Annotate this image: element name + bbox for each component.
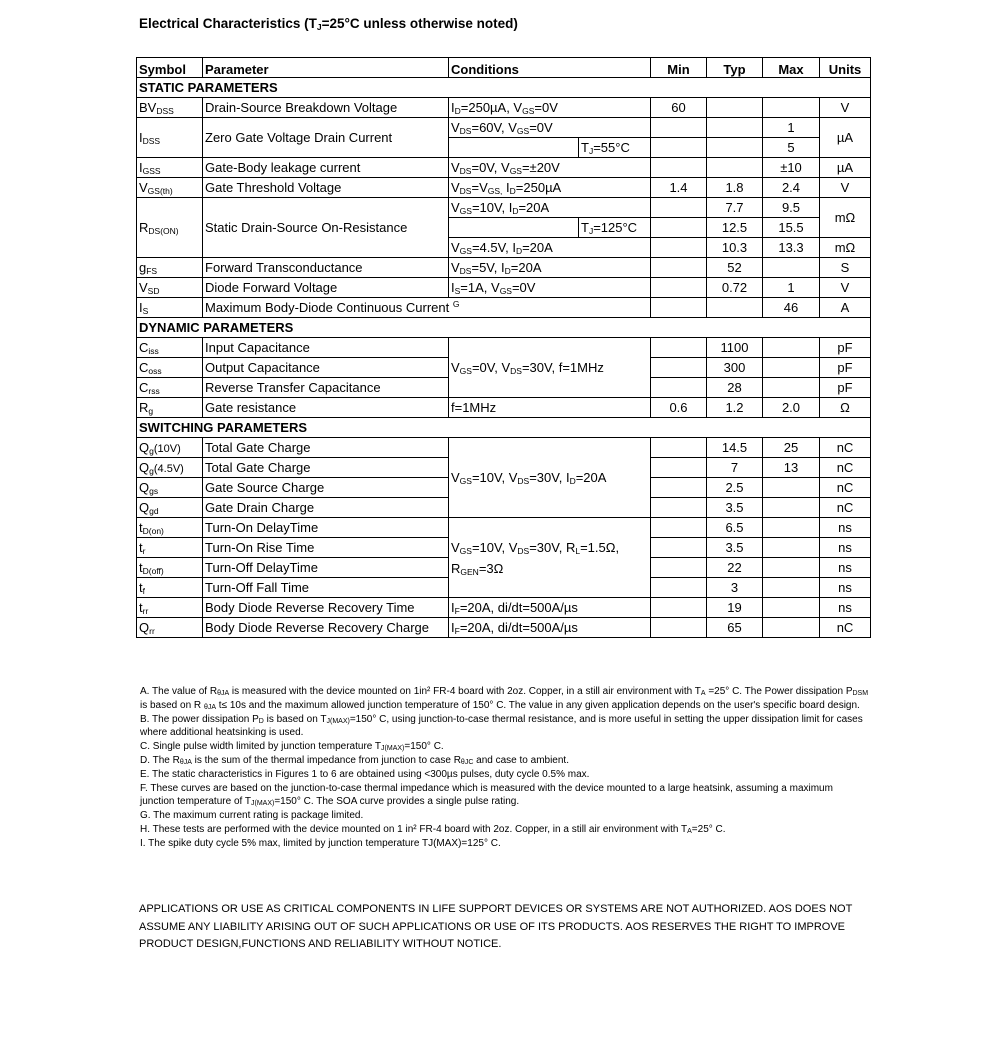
conditions-cell: $V_{GS}=0V$, $V_{DS}=30V$, f=1MHz [449,338,651,398]
conditions-spacer [449,138,579,158]
parameter-cell: Maximum Body-Diode Continuous Current $^G$ [203,298,651,318]
conditions-cell: $V_{DS}=60V$, $V_{GS}=0V$ [449,118,651,138]
min-cell [651,238,707,258]
units-cell: V [820,278,871,298]
min-cell [651,158,707,178]
typ-cell: 14.5 [707,438,763,458]
header-typ: Typ [707,58,763,78]
parameter-cell: Turn-On Rise Time [203,538,449,558]
disclaimer-line: APPLICATIONS OR USE AS CRITICAL COMPONENTS IN LIFE SUPPORT DEVICES OR SYSTEMS ARE NOT AUTHORIZED. AOS DOES NOT [139,903,853,915]
units-cell: ns [820,578,871,598]
conditions-spacer [449,218,579,238]
units-cell: mΩ [820,198,871,238]
table-row [137,178,871,198]
page-title: Electrical Characteristics ($T_J=25^\circ C$ unless otherwise noted) [139,16,518,32]
header-units: Units [820,58,871,78]
units-cell: ns [820,558,871,578]
parameter-cell: Reverse Transfer Capacitance [203,378,449,398]
units-cell: V [820,98,871,118]
conditions-cell: $V_{GS}=4.5V$, $I_D=20A$ [449,238,651,258]
max-cell [763,478,820,498]
footnote: C. Single pulse width limited by junction temperature $T_{J(MAX)}=150^\circ$ C. [140,741,444,753]
min-cell [651,378,707,398]
units-cell: nC [820,438,871,458]
parameter-cell: Gate resistance [203,398,449,418]
typ-cell: 2.5 [707,478,763,498]
typ-cell: 0.72 [707,278,763,298]
symbol-cell: $I_{GSS}$ [137,158,203,178]
parameter-cell: Total Gate Charge [203,458,449,478]
symbol-cell: $V_{GS(th)}$ [137,178,203,198]
min-cell [651,558,707,578]
footnote: H. These tests are performed with the device mounted on 1 in² FR-4 board with 2oz. Copper, in a still air environment with $T_A=25^\circ$ C. [140,823,726,835]
max-cell: 13.3 [763,238,820,258]
footnote: A. The value of $R_{\theta JA}$ is measured with the device mounted on 1in² FR-4 board with 2oz. Copper, in a still air environment with $T_A =25^\circ$ C. The Power dissipation $P_{DSM}$ is based on R $_{\theta JA}$ t≤ 10s and the maximum allowed junction temperature of 150° C. The value in any given application depends on the user's specific board design. [140,686,869,711]
max-cell [763,498,820,518]
max-cell: 9.5 [763,198,820,218]
electrical-characteristics-table [136,57,871,638]
symbol-cell: $C_{oss}$ [137,358,203,378]
symbol-cell: $t_f$ [137,578,203,598]
symbol-cell: $t_r$ [137,538,203,558]
max-cell [763,518,820,538]
typ-cell: 65 [707,618,763,638]
max-cell: 25 [763,438,820,458]
symbol-cell: $g_{FS}$ [137,258,203,278]
typ-cell: 300 [707,358,763,378]
units-cell: mΩ [820,238,871,258]
table-row [137,258,871,278]
conditions-cell: $I_D=250\mu A$, $V_{GS}=0V$ [449,98,651,118]
header-conditions: Conditions [449,58,651,78]
footnote: D. The $R_{\theta JA}$ is the sum of the thermal impedance from junction to case $R_{\theta JC}$ and case to ambient. [140,754,569,766]
typ-cell: 52 [707,258,763,278]
symbol-cell: $t_{D(off)}$ [137,558,203,578]
symbol-cell: $t_{D(on)}$ [137,518,203,538]
min-cell [651,298,707,318]
typ-cell [707,138,763,158]
symbol-cell: $V_{SD}$ [137,278,203,298]
conditions-cell: $V_{GS}=10V$, $V_{DS}=30V$, $I_D=20A$ [449,438,651,518]
typ-cell: 6.5 [707,518,763,538]
conditions-cell: $I_F=20A$, di/dt=500A/µs [449,618,651,638]
parameter-cell: Body Diode Reverse Recovery Charge [203,618,449,638]
section-dynamic: DYNAMIC PARAMETERS [137,318,871,338]
max-cell: 2.0 [763,398,820,418]
units-cell: pF [820,338,871,358]
typ-cell: 10.3 [707,238,763,258]
max-cell [763,258,820,278]
typ-cell: 28 [707,378,763,398]
parameter-cell: Gate Drain Charge [203,498,449,518]
max-cell [763,538,820,558]
parameter-cell: Turn-Off Fall Time [203,578,449,598]
units-cell: pF [820,378,871,398]
parameter-cell: Input Capacitance [203,338,449,358]
typ-cell: 1.2 [707,398,763,418]
typ-cell [707,98,763,118]
conditions-cell: $T_J=55^\circ C$ [579,138,651,158]
typ-cell: 3.5 [707,538,763,558]
footnote: B. The power dissipation $P_D$ is based on $T_{J(MAX)}=150^\circ$ C, using junction-to-case thermal resistance, and is more useful in setting the upper dissipation limit for cases where additional heatsinking is used. [140,713,863,739]
conditions-cell: $V_{GS}=10V$, $I_D=20A$ [449,198,651,218]
min-cell [651,538,707,558]
parameter-cell: Turn-On DelayTime [203,518,449,538]
units-cell: V [820,178,871,198]
max-cell: 5 [763,138,820,158]
parameter-cell: Static Drain-Source On-Resistance [203,198,449,258]
symbol-cell: $Q_{rr}$ [137,618,203,638]
min-cell [651,498,707,518]
symbol-cell: $BV_{DSS}$ [137,98,203,118]
typ-cell: 7 [707,458,763,478]
max-cell [763,558,820,578]
units-cell: nC [820,498,871,518]
units-cell: nC [820,458,871,478]
symbol-cell: $C_{rss}$ [137,378,203,398]
min-cell [651,358,707,378]
min-cell [651,458,707,478]
units-cell: Ω [820,398,871,418]
min-cell [651,218,707,238]
typ-cell: 1.8 [707,178,763,198]
min-cell: 1.4 [651,178,707,198]
parameter-cell: Output Capacitance [203,358,449,378]
footnotes [140,685,870,851]
units-cell: pF [820,358,871,378]
symbol-cell: $C_{iss}$ [137,338,203,358]
typ-cell [707,158,763,178]
units-cell: nC [820,478,871,498]
conditions-cell: $V_{DS}=5V$, $I_D=20A$ [449,258,651,278]
min-cell [651,258,707,278]
parameter-cell: Total Gate Charge [203,438,449,458]
min-cell: 0.6 [651,398,707,418]
disclaimer-line: PRODUCT DESIGN,FUNCTIONS AND RELIABILITY WITHOUT NOTICE. [139,938,502,951]
max-cell: 46 [763,298,820,318]
symbol-cell: $Q_{gs}$ [137,478,203,498]
units-cell: S [820,258,871,278]
max-cell [763,98,820,118]
table-row [137,398,871,418]
table-row [137,278,871,298]
units-cell: ns [820,518,871,538]
typ-cell: 22 [707,558,763,578]
min-cell [651,438,707,458]
disclaimer [139,901,879,954]
conditions-cell: $V_{DS}=0V$, $V_{GS}=\pm 20V$ [449,158,651,178]
header-max: Max [763,58,820,78]
table-row [137,438,871,458]
conditions-cell: $I_F=20A$, di/dt=500A/µs [449,598,651,618]
max-cell [763,598,820,618]
conditions-cell: $V_{GS}=10V$, $V_{DS}=30V$, $R_L=1.5\Omega$, $R_{GEN}=3\Omega$ [449,518,651,598]
footnote: I. The spike duty cycle 5% max, limited by junction temperature TJ(MAX)=125° C. [140,837,501,849]
typ-cell: 19 [707,598,763,618]
section-switching: SWITCHING PARAMETERS [137,418,871,438]
max-cell: 13 [763,458,820,478]
min-cell [651,518,707,538]
min-cell [651,338,707,358]
max-cell [763,618,820,638]
max-cell [763,578,820,598]
typ-cell [707,298,763,318]
typ-cell: 3.5 [707,498,763,518]
conditions-cell: $T_J=125^\circ C$ [579,218,651,238]
parameter-cell: Body Diode Reverse Recovery Time [203,598,449,618]
max-cell [763,378,820,398]
symbol-cell: $R_g$ [137,398,203,418]
symbol-cell: $Q_{gd}$ [137,498,203,518]
max-cell: 1 [763,278,820,298]
conditions-cell: f=1MHz [449,398,651,418]
parameter-cell: Gate-Body leakage current [203,158,449,178]
units-cell: µA [820,158,871,178]
parameter-cell: Zero Gate Voltage Drain Current [203,118,449,158]
conditions-cell: $I_S=1A$, $V_{GS}=0V$ [449,278,651,298]
symbol-cell: $t_{rr}$ [137,598,203,618]
max-cell: 2.4 [763,178,820,198]
min-cell: 60 [651,98,707,118]
table-row [137,338,871,358]
min-cell [651,578,707,598]
max-cell: ±10 [763,158,820,178]
footnote: F. These curves are based on the junction-to-case thermal impedance which is measured with the device mounted to a large heatsink, assuming a maximum junction temperature of $T_{J(MAX)}=150^\circ$ C. The SOA curve provides a single pulse rating. [140,782,833,808]
min-cell [651,598,707,618]
min-cell [651,118,707,138]
parameter-cell: Drain-Source Breakdown Voltage [203,98,449,118]
table-row [137,518,871,538]
disclaimer-line: ASSUME ANY LIABILITY ARISING OUT OF SUCH APPLICATIONS OR USE OF ITS PRODUCTS. AOS RESERVES THE RIGHT TO IMPROVE [139,920,846,933]
header-min: Min [651,58,707,78]
table-row [137,118,871,138]
footnote: E. The static characteristics in Figures 1 to 6 are obtained using <300µs pulses, duty cycle 0.5% max. [140,768,590,780]
symbol-cell: $I_S$ [137,298,203,318]
table-row [137,98,871,118]
units-cell: ns [820,598,871,618]
min-cell [651,478,707,498]
parameter-cell: Diode Forward Voltage [203,278,449,298]
typ-cell: 7.7 [707,198,763,218]
table-row [137,158,871,178]
max-cell: 15.5 [763,218,820,238]
section-static: STATIC PARAMETERS [137,78,871,98]
conditions-cell: $V_{DS}=V_{GS,}$ $I_D=250\mu A$ [449,178,651,198]
max-cell [763,338,820,358]
footnote: G. The maximum current rating is package limited. [140,810,364,822]
symbol-cell: $Q_g(4.5V)$ [137,458,203,478]
max-cell: 1 [763,118,820,138]
typ-cell: 1100 [707,338,763,358]
typ-cell [707,118,763,138]
table-row [137,618,871,638]
units-cell: µA [820,118,871,158]
parameter-cell: Forward Transconductance [203,258,449,278]
min-cell [651,278,707,298]
parameter-cell: Gate Source Charge [203,478,449,498]
symbol-cell: $Q_g(10V)$ [137,438,203,458]
table-row [137,298,871,318]
header-symbol: Symbol [137,58,203,78]
parameter-cell: Gate Threshold Voltage [203,178,449,198]
table-header-row [137,58,871,78]
units-cell: ns [820,538,871,558]
typ-cell: 12.5 [707,218,763,238]
max-cell [763,358,820,378]
parameter-cell: Turn-Off DelayTime [203,558,449,578]
table-row [137,598,871,618]
table-row [137,198,871,218]
min-cell [651,138,707,158]
symbol-cell: $R_{DS(ON)}$ [137,198,203,258]
min-cell [651,618,707,638]
units-cell: A [820,298,871,318]
header-parameter: Parameter [203,58,449,78]
typ-cell: 3 [707,578,763,598]
units-cell: nC [820,618,871,638]
symbol-cell: $I_{DSS}$ [137,118,203,158]
min-cell [651,198,707,218]
